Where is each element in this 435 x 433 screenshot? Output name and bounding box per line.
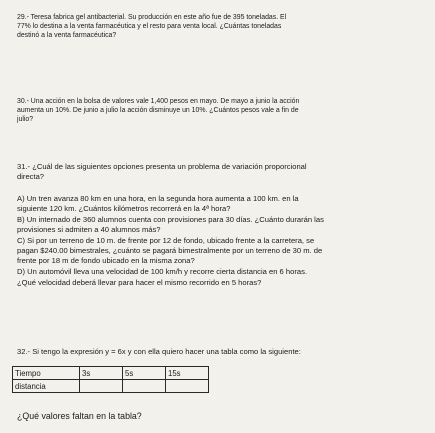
time-distance-table xyxy=(12,366,209,393)
table-cell: 5s xyxy=(123,367,166,380)
q32-line-1: 32.- Si tengo la expresión y = 6x y con ella quiero hacer una tabla como la siguiente: xyxy=(17,347,301,356)
q31-option-b-line-1: B) Un internado de 360 alumnos cuenta con provisiones para 30 días. ¿Cuánto durarán las xyxy=(17,215,324,224)
table-cell: distancia xyxy=(13,380,80,393)
q29-line-1: 29.- Teresa fabrica gel antibacterial. Su producción en este año fue de 395 toneladas. El xyxy=(17,14,287,21)
table-cell: Tiempo xyxy=(13,367,80,380)
table-cell: 15s xyxy=(166,367,209,380)
q31-line-2: directa? xyxy=(17,172,45,181)
q31-option-d-line-2: ¿Qué velocidad deberá llevar para hacer el mismo recorrido en 5 horas? xyxy=(17,278,262,287)
table-cell: 3s xyxy=(80,367,123,380)
table-cell xyxy=(80,380,123,393)
q31-option-a-line-2: siguiente 120 km. ¿Cuántos kilómetros recorrerá en la 4ª hora? xyxy=(17,204,231,213)
q31-option-d-line-1: D) Un automóvil lleva una velocidad de 100 km/h y recorre cierta distancia en 6 horas. xyxy=(17,267,307,276)
q30-line-2: aumenta un 10%. De junio a julio la acción disminuye un 10%. ¿Cuántos pesos vale a fin de xyxy=(17,107,299,114)
table-cell xyxy=(123,380,166,393)
q29-line-2: 77% lo destina a la venta farmacéutica y el resto para venta local. ¿Cuántas toneladas xyxy=(17,23,282,30)
q31-option-c-line-1: C) Si por un terreno de 10 m. de frente por 12 de fondo, ubicado frente a la carretera, se xyxy=(17,236,315,245)
q31-line-1: 31.- ¿Cuál de las siguientes opciones presenta un problema de variación proporcional xyxy=(17,162,307,171)
q31-option-c-line-2: pagan $240.00 bimestrales, ¿cuánto se pagará bimestralmente por un terreno de 30 m. de xyxy=(17,246,323,255)
q30-line-3: julio? xyxy=(17,116,34,123)
q31-option-a-line-1: A) Un tren avanza 80 km en una hora, en la segunda hora aumenta a 100 km. en la xyxy=(17,194,299,203)
table-cell xyxy=(166,380,209,393)
q29-line-3: destinó a la venta farmacéutica? xyxy=(17,32,117,39)
table-row xyxy=(13,380,209,393)
q32-question: ¿Qué valores faltan en la tabla? xyxy=(17,411,142,421)
q31-option-c-line-3: frente por 18 m de fondo ubicado en la misma zona? xyxy=(17,256,195,265)
q30-line-1: 30.- Una acción en la bolsa de valores vale 1,400 pesos en mayo. De mayo a junio la acción xyxy=(17,98,300,105)
table-row xyxy=(13,367,209,380)
q31-option-b-line-2: provisiones si admiten a 40 alumnos más? xyxy=(17,225,161,234)
